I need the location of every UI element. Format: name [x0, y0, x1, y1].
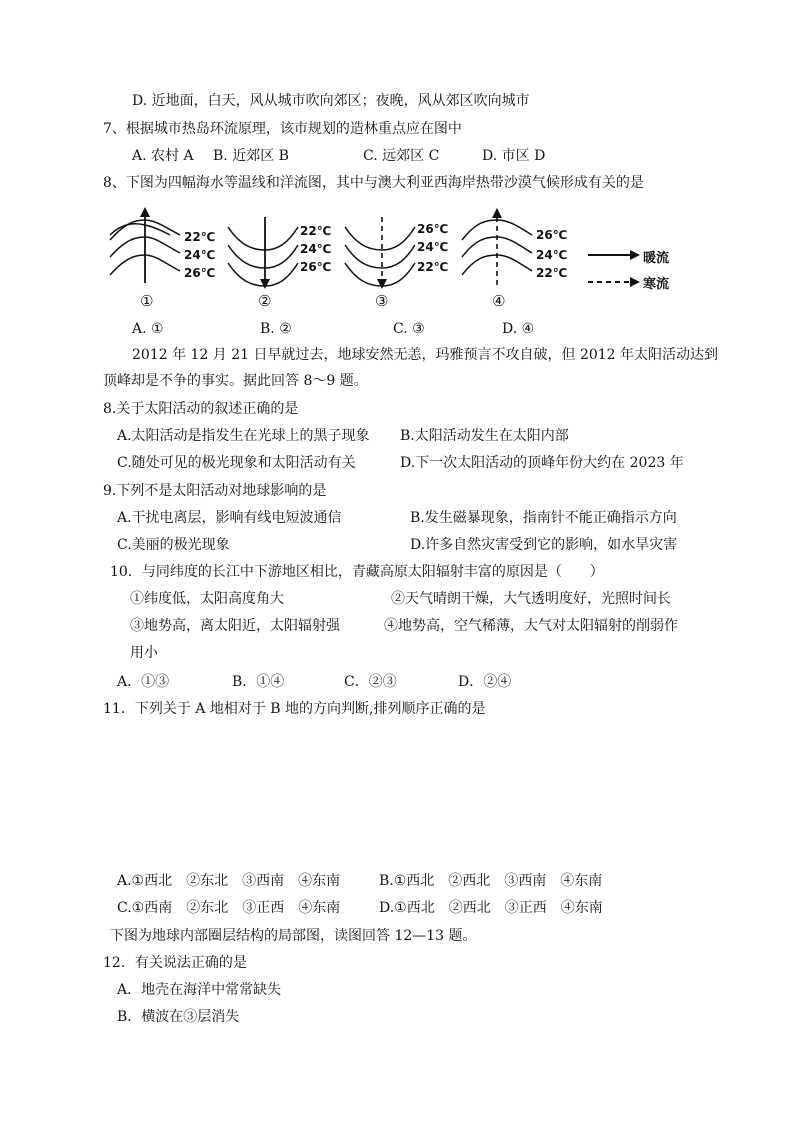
question-9: 9.下列不是太阳活动对地球影响的是	[103, 483, 327, 499]
panel-4-diagram	[462, 208, 567, 285]
q7-option-b: B. 近郊区 B	[213, 148, 289, 164]
s10-statement-4: ④地势高，空气稀薄，大气对太阳辐射的削弱作	[384, 618, 678, 634]
s10-option-c: C．②③	[344, 674, 397, 690]
panel-3-label: ③	[375, 292, 389, 310]
panel-4-temp-label: 26℃	[536, 228, 568, 242]
question-11: 11．下列关于 A 地相对于 B 地的方向判断,排列顺序正确的是	[103, 701, 486, 717]
panel-3-diagram	[345, 217, 448, 289]
s10-option-b: B．①④	[232, 674, 285, 690]
panel-3-temp-label: 24℃	[417, 240, 449, 254]
q7-option-c: C. 远郊区 C	[363, 148, 440, 164]
panel-1-label: ①	[140, 292, 154, 310]
s9-option-c: C.美丽的极光现象	[117, 537, 230, 553]
panel-2-temp-label: 22℃	[300, 224, 332, 238]
passage-intro-line2: 顶峰却是不争的事实。据此回答 8～9 题。	[103, 373, 368, 389]
s11-option-b: B.①西北 ②西北 ③西南 ④东南	[379, 873, 603, 889]
question-7: 7、根据城市热岛环流原理，该市规划的造林重点应在图中	[103, 121, 462, 137]
s9-option-d: D.许多自然灾害受到它的影响，如水旱灾害	[410, 537, 678, 553]
q7-option-a: A. 农村 A	[132, 148, 194, 164]
panel-1-temp-label: 22℃	[184, 230, 216, 244]
ocean-current-diagram	[100, 205, 700, 315]
q8-option-a: A. ①	[132, 321, 164, 337]
panel-2-diagram	[228, 217, 331, 289]
question-8-solar: 8.关于太阳活动的叙述正确的是	[103, 401, 299, 417]
s8-option-a: A.太阳活动是指发生在光球上的黑子现象	[117, 428, 370, 444]
panel-1-temp-label: 26℃	[184, 266, 216, 280]
panel-2-label: ②	[258, 292, 272, 310]
s10-statement-1: ①纬度低，太阳高度角大	[130, 591, 284, 607]
s9-option-b: B.发生磁暴现象，指南针不能正确指示方向	[410, 510, 677, 526]
question-8: 8、下图为四幅海水等温线和洋流图，其中与澳大利亚西海岸热带沙漠气候形成有关的是	[103, 175, 644, 191]
s11-option-d: D.①西北 ②西北 ③正西 ④东南	[379, 900, 603, 916]
question-10: 10．与同纬度的长江中下游地区相比，青藏高原太阳辐射丰富的原因是（ ）	[110, 564, 604, 580]
option-7-prev-d: D. 近地面，白天，风从城市吹向郊区；夜晚，风从郊区吹向城市	[132, 93, 530, 109]
legend-warm-current: 暖流	[643, 251, 670, 266]
question-12: 12．有关说法正确的是	[103, 955, 247, 971]
passage-intro-line1: 2012 年 12 月 21 日早就过去，地球安然无恙，玛雅预言不攻自破，但 2012 年太阳活动达到	[132, 347, 719, 363]
panel-4-temp-label: 22℃	[536, 266, 568, 280]
panel-4-temp-label: 24℃	[536, 248, 568, 262]
s9-option-a: A.干扰电离层，影响有线电短波通信	[117, 510, 342, 526]
panel-4-label: ④	[492, 292, 506, 310]
s10-statement-4-cont: 用小	[130, 645, 158, 661]
q7-option-d: D. 市区 D	[482, 148, 546, 164]
s8-option-b: B.太阳活动发生在太阳内部	[400, 428, 569, 444]
s10-option-d: D．②④	[458, 674, 512, 690]
q8-option-d: D. ④	[502, 321, 535, 337]
q8-option-c: C. ③	[393, 321, 425, 337]
s10-option-a: A．①③	[117, 674, 170, 690]
q8-option-b: B. ②	[260, 321, 292, 337]
panel-2-temp-label: 26℃	[300, 260, 332, 274]
s10-statement-2: ②天气晴朗干燥，大气透明度好，光照时间长	[391, 591, 671, 607]
panel-3-temp-label: 26℃	[417, 222, 449, 236]
panel-3-temp-label: 22℃	[417, 260, 449, 274]
s8-option-c: C.随处可见的极光现象和太阳活动有关	[117, 455, 356, 471]
s12-option-b: B．横波在③层消失	[117, 1009, 240, 1025]
panel-2-temp-label: 24℃	[300, 242, 332, 256]
panel-1-diagram	[110, 207, 215, 283]
panel-1-temp-label: 24℃	[184, 248, 216, 262]
s11-option-c: C.①西南 ②东北 ③正西 ④东南	[117, 900, 341, 916]
passage-intro-line3: 下图为地球内部圈层结构的局部图，读图回答 12—13 题。	[110, 928, 477, 944]
s8-option-d: D.下一次太阳活动的顶峰年份大约在 2023 年	[400, 455, 684, 471]
s10-statement-3: ③地势高，离太阳近，太阳辐射强	[130, 618, 340, 634]
diagram-legend	[588, 250, 640, 287]
s12-option-a: A．地壳在海洋中常常缺失	[117, 982, 282, 998]
s11-option-a: A.①西北 ②东北 ③西南 ④东南	[117, 873, 341, 889]
legend-cold-current: 寒流	[643, 277, 670, 292]
